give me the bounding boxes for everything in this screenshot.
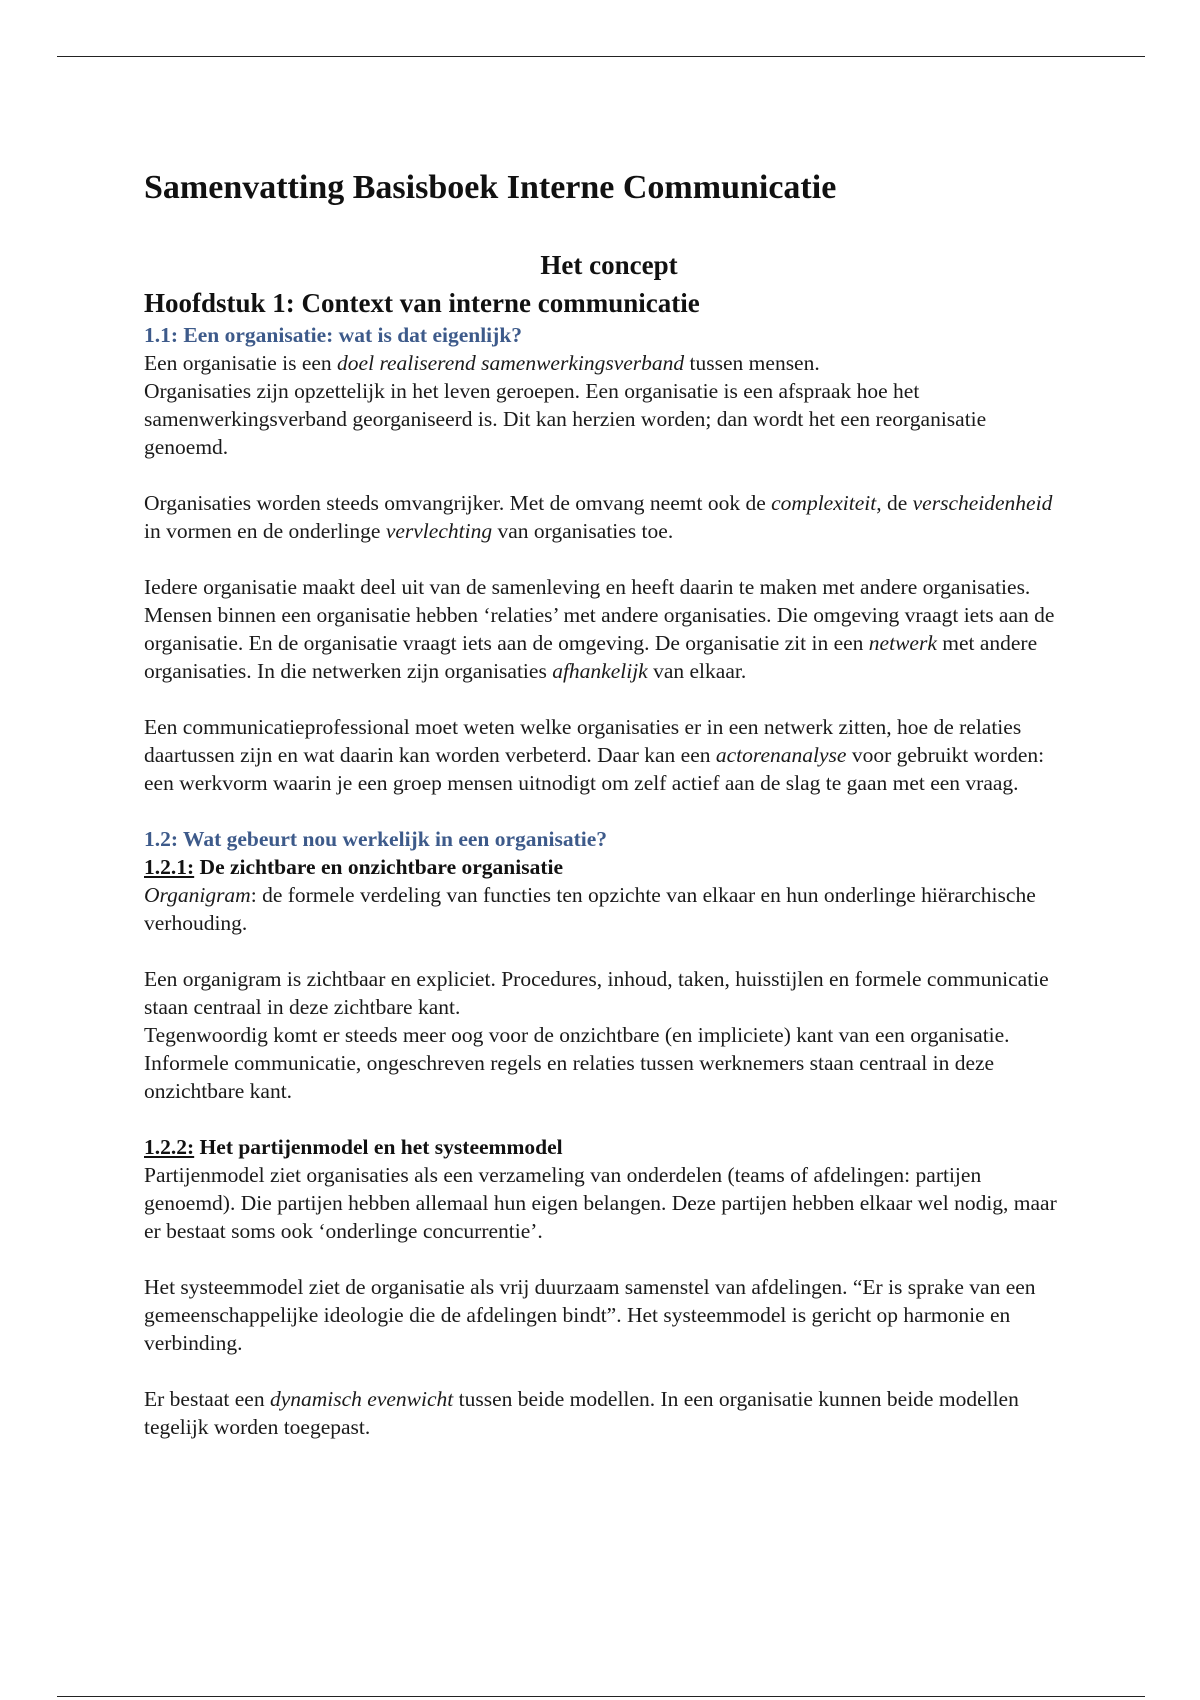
document-title: Samenvatting Basisboek Interne Communicatie — [144, 169, 837, 206]
paragraph: Er bestaat een dynamisch evenwicht tussen beide modellen. In een organisatie kunnen beide modellen tegelijk worden toegepast. — [144, 1387, 1019, 1439]
section-1-2-title: 1.2: Wat gebeurt nou werkelijk in een organisatie? — [144, 827, 608, 851]
paragraph: Organisaties worden steeds omvangrijker. Met de omvang neemt ook de complexiteit, de verscheidenheid in vormen en de onderlinge vervlechting van organisaties toe. — [144, 491, 1053, 543]
subsection-1-2-2-title: 1.2.2: Het partijenmodel en het systeemmodel — [144, 1135, 563, 1159]
part-title: Het concept — [540, 250, 678, 280]
top-rule — [57, 56, 1145, 57]
paragraph: Een communicatieprofessional moet weten welke organisaties er in een netwerk zitten, hoe de relaties daartussen zijn en wat daarin kan worden verbeterd. Daar kan een actorenanalyse voor gebruikt worden: een werkvorm waarin je een groep mensen uitnodigt om zelf actief aan de slag te gaan met een vraag. — [144, 715, 1045, 795]
subsection-1-2-1-title: 1.2.1: De zichtbare en onzichtbare organisatie — [144, 855, 563, 879]
chapter-title: Hoofdstuk 1: Context van interne communicatie — [144, 288, 700, 318]
paragraph: Organisaties zijn opzettelijk in het leven geroepen. Een organisatie is een afspraak hoe het samenwerkingsverband georganiseerd is. Dit kan herzien worden; dan wordt het een reorganisatie genoemd. — [144, 379, 987, 459]
section-1-1-title: 1.1: Een organisatie: wat is dat eigenlijk? — [144, 323, 523, 347]
document-body — [144, 165, 1074, 1441]
paragraph: Iedere organisatie maakt deel uit van de samenleving en heeft daarin te maken met andere organisaties. Mensen binnen een organisatie hebben ‘relaties’ met andere organisaties. Die omgeving vraagt iets aan de organisatie. En de organisatie vraagt iets aan de omgeving. De organisatie zit in een netwerk met andere organisaties. In die netwerken zijn organisaties afhankelijk van elkaar. — [144, 575, 1055, 683]
paragraph: Tegenwoordig komt er steeds meer oog voor de onzichtbare (en impliciete) kant van een organisatie. Informele communicatie, ongeschreven regels en relaties tussen werknemers staan centraal in deze onzichtbare kant. — [144, 1023, 1010, 1103]
paragraph: Een organigram is zichtbaar en expliciet. Procedures, inhoud, taken, huisstijlen en formele communicatie staan centraal in deze zichtbare kant. — [144, 967, 1049, 1019]
paragraph: Het systeemmodel ziet de organisatie als vrij duurzaam samenstel van afdelingen. “Er is sprake van een gemeenschappelijke ideologie die de afdelingen bindt”. Het systeemmodel is gericht op harmonie en verbinding. — [144, 1275, 1036, 1355]
bottom-rule — [57, 1696, 1145, 1697]
paragraph: Een organisatie is een doel realiserend samenwerkingsverband tussen mensen. — [144, 351, 820, 375]
paragraph: Partijenmodel ziet organisaties als een verzameling van onderdelen (teams of afdelingen: partijen genoemd). Die partijen hebben allemaal hun eigen belangen. Deze partijen hebben elkaar wel nodig, maar er bestaat soms ook ‘onderlinge concurrentie’. — [144, 1163, 1057, 1243]
paragraph: Organigram: de formele verdeling van functies ten opzichte van elkaar en hun onderlinge hiërarchische verhouding. — [144, 883, 1036, 935]
